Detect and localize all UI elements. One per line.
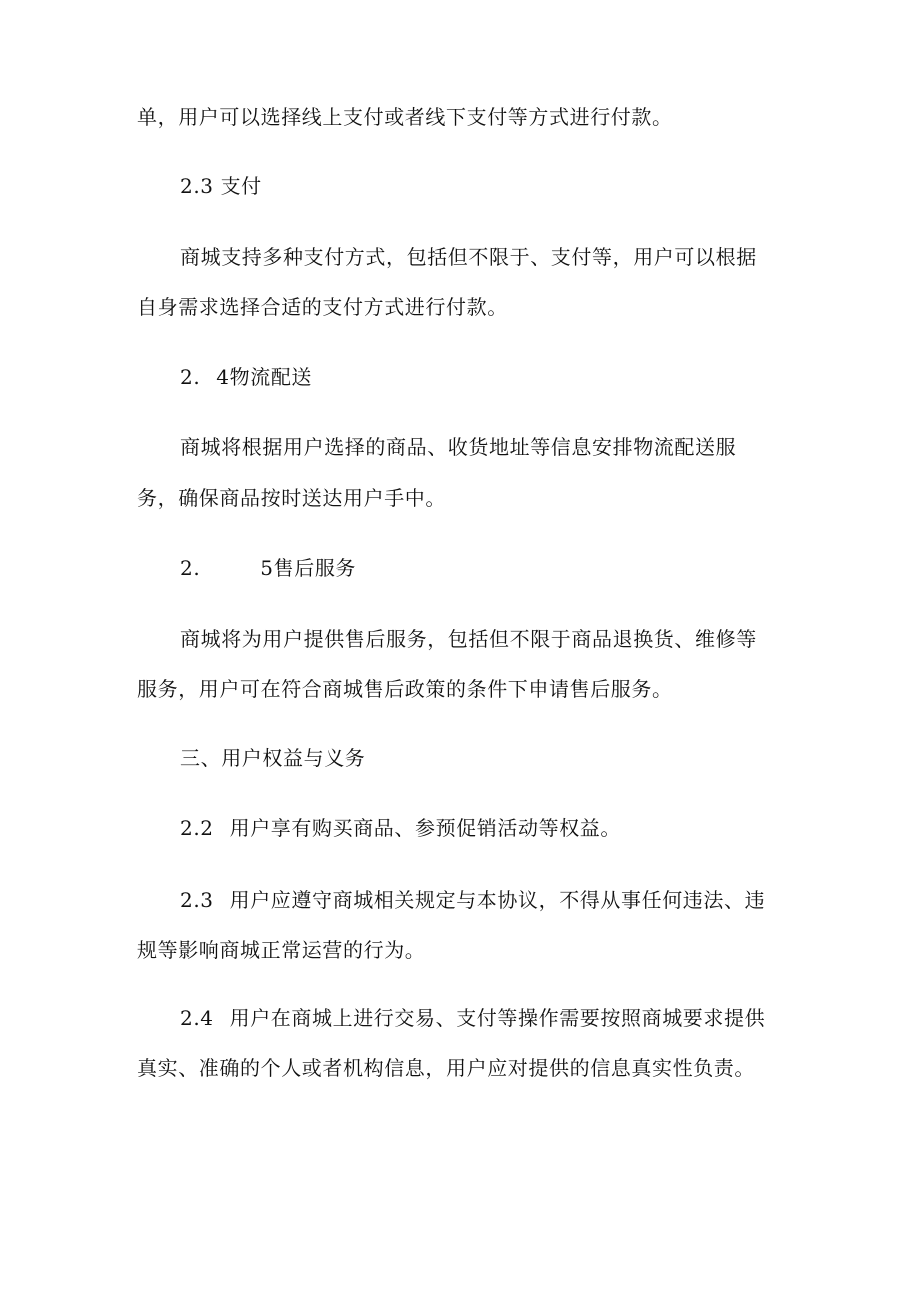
- clause-number: 2.4: [180, 1006, 214, 1030]
- chapter-heading-rights-obligations: [180, 744, 365, 772]
- clause-2-3-line-2: [137, 936, 425, 964]
- text-segment: 2.3 支付: [180, 174, 262, 198]
- clause-number: 2.2: [180, 816, 214, 840]
- text-segment: 规等影响商城正常运营的行为。: [137, 938, 426, 962]
- section-heading-2-4-logistics: [180, 363, 312, 391]
- clause-2-4-line-1: [180, 1004, 765, 1032]
- clause-text: 用户应遵守商城相关规定与本协议，不得从事任何违法、违: [229, 888, 766, 912]
- clause-text: 用户享有购买商品、参预促销活动等权益。: [229, 816, 622, 840]
- text-segment: 商城支持多种支付方式，包括但不限于、支付等，用户可以根据: [180, 245, 757, 269]
- text-segment: 商城将根据用户选择的商品、收货地址等信息安排物流配送服: [180, 435, 737, 459]
- paragraph-after-sales-line-1: [180, 625, 757, 653]
- text-segment: 三、用户权益与义务: [180, 746, 366, 770]
- text-segment: 自身需求选择合适的支付方式进行付款。: [137, 295, 508, 319]
- text-segment: 商城将为用户提供售后服务，包括但不限于商品退换货、维修等: [180, 627, 757, 651]
- text-segment: 单，用户可以选择线上支付或者线下支付等方式进行付款。: [137, 105, 673, 129]
- paragraph-logistics-line-1: [180, 433, 736, 461]
- section-title: 5售后服务: [260, 556, 357, 580]
- clause-2-2: [180, 814, 621, 842]
- section-number: 2.: [180, 556, 201, 580]
- paragraph-logistics-line-2: [137, 484, 446, 512]
- section-heading-2-5-after-sales: [180, 554, 356, 582]
- text-segment: 服务，用户可在符合商城售后政策的条件下申请售后服务。: [137, 677, 673, 701]
- clause-2-3-line-1: [180, 886, 765, 914]
- text-segment: 真实、准确的个人或者机构信息，用户应对提供的信息真实性负责。: [137, 1056, 755, 1080]
- clause-2-4-line-2: [137, 1054, 755, 1082]
- clause-number: 2.3: [180, 888, 214, 912]
- section-heading-2-3-payment: [180, 172, 262, 200]
- paragraph-line-continuation: [137, 103, 673, 131]
- clause-text: 用户在商城上进行交易、支付等操作需要按照商城要求提供: [229, 1006, 766, 1030]
- text-segment: 务，确保商品按时送达用户手中。: [137, 486, 446, 510]
- paragraph-after-sales-line-2: [137, 675, 673, 703]
- paragraph-payment-line-2: [137, 293, 508, 321]
- paragraph-payment-line-1: [180, 243, 757, 271]
- section-number: 2.: [180, 365, 201, 389]
- section-title: 4物流配送: [216, 365, 313, 389]
